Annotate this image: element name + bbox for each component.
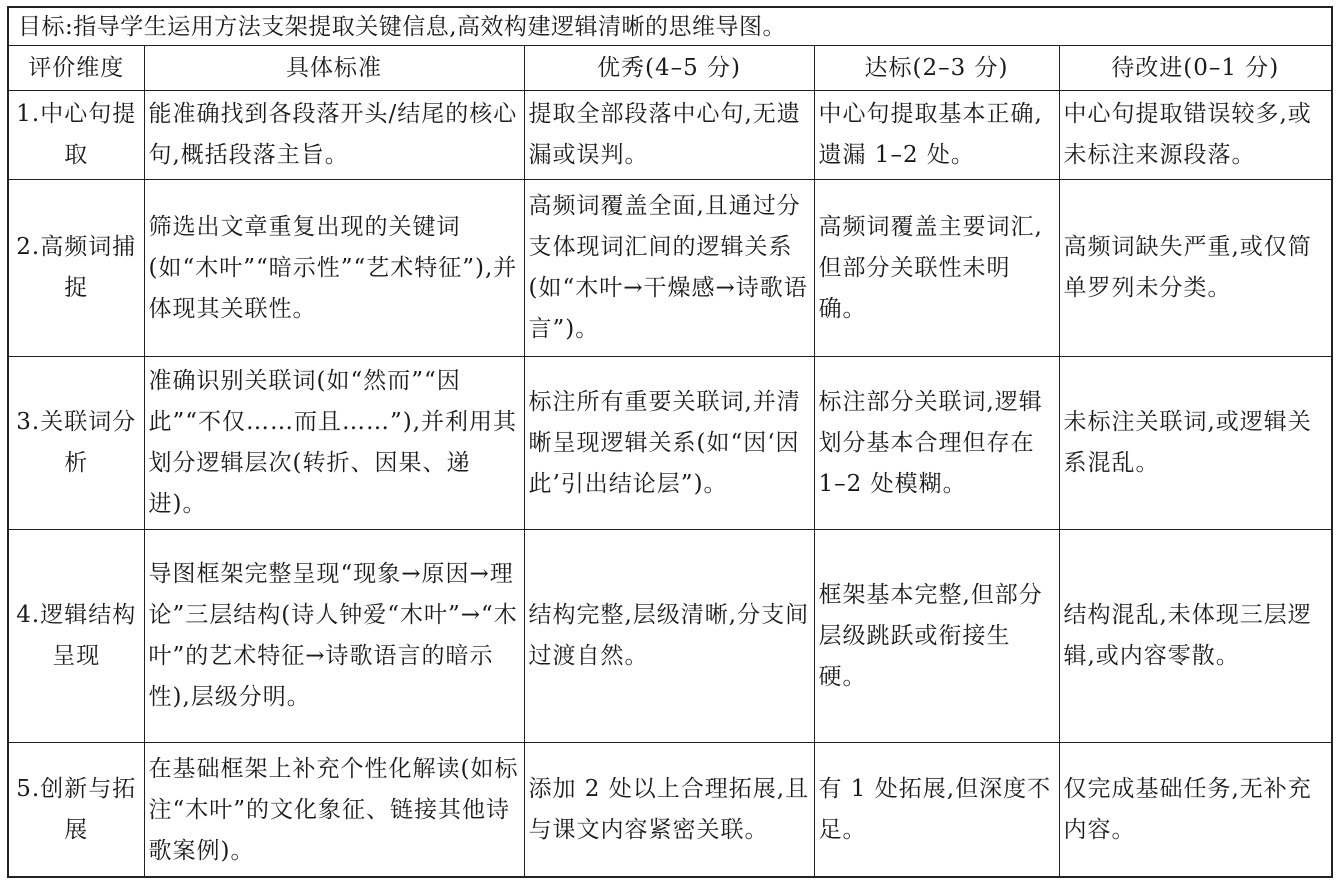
- improve-cell: 仅完成基础任务,无补充内容。: [1063, 776, 1312, 843]
- table-row: [9, 530, 1331, 743]
- excellent-cell: 高频词覆盖全面,且通过分支体现词汇间的逻辑关系(如“木叶→干燥感→诗歌语言”)。: [524, 180, 814, 357]
- improve-cell: 中心句提取错误较多,或未标注来源段落。: [1059, 91, 1331, 180]
- criteria-cell: 能准确找到各段落开头/结尾的核心句,概括段落主旨。: [144, 91, 524, 180]
- rubric-table: [9, 46, 1331, 877]
- table-row: [9, 743, 1331, 878]
- table-row: [9, 357, 1331, 530]
- header-row: [9, 46, 1331, 91]
- pass-cell: 高频词覆盖主要词汇,但部分关联性未明确。: [814, 180, 1059, 357]
- criteria-cell: 在基础框架上补充个性化解读(如标注“木叶”的文化象征、链接其他诗歌案例)。: [144, 743, 524, 878]
- header-criteria: 具体标准: [144, 46, 524, 91]
- criteria-cell: 导图框架完整呈现“现象→原因→理论”三层结构(诗人钟爱“木叶”→“木叶”的艺术特征→诗歌语言的暗示性),层级分明。: [144, 530, 524, 743]
- pass-cell: 有 1 处拓展,但深度不足。: [814, 743, 1059, 878]
- table-row: [9, 91, 1331, 180]
- dimension-cell: 1.中心句提取: [9, 91, 144, 180]
- improve-cell: 结构混乱,未体现三层逻辑,或内容零散。: [1059, 530, 1331, 743]
- criteria-cell: 准确识别关联词(如“然而”“因此”“不仅……而且……”),并利用其划分逻辑层次(转折、因果、递进)。: [144, 357, 524, 530]
- header-pass: 达标(2–3 分): [814, 46, 1059, 91]
- improve-cell: 高频词缺失严重,或仅简单罗列未分类。: [1059, 180, 1331, 357]
- excellent-cell: 添加 2 处以上合理拓展,且与课文内容紧密关联。: [524, 743, 814, 878]
- pass-cell: 中心句提取基本正确,遗漏 1–2 处。: [814, 91, 1059, 180]
- header-excellent: 优秀(4–5 分): [524, 46, 814, 91]
- goal-statement: 目标:指导学生运用方法支架提取关键信息,高效构建逻辑清晰的思维导图。: [9, 8, 1331, 46]
- dimension-cell: 3.关联词分析: [9, 357, 144, 530]
- pass-cell: 标注部分关联词,逻辑划分基本合理但存在 1–2 处模糊。: [814, 357, 1059, 530]
- excellent-cell: 标注所有重要关联词,并清晰呈现逻辑关系(如“因‘因此’引出结论层”)。: [524, 357, 814, 530]
- header-dimension: 评价维度: [9, 46, 144, 91]
- dimension-cell: 4.逻辑结构呈现: [9, 530, 144, 743]
- dimension-cell: 5.创新与拓展: [9, 743, 144, 878]
- dimension-cell: 2.高频词捕捉: [9, 180, 144, 357]
- table-row: [9, 180, 1331, 357]
- criteria-cell: 筛选出文章重复出现的关键词(如“木叶”“暗示性”“艺术特征”),并体现其关联性。: [144, 180, 524, 357]
- pass-cell: 框架基本完整,但部分层级跳跃或衔接生硬。: [814, 530, 1059, 743]
- rubric-sheet: [7, 6, 1333, 878]
- excellent-cell: 结构完整,层级清晰,分支间过渡自然。: [524, 530, 814, 743]
- improve-cell: 未标注关联词,或逻辑关系混乱。: [1059, 357, 1331, 530]
- header-improve: 待改进(0–1 分): [1059, 46, 1331, 91]
- excellent-cell: 提取全部段落中心句,无遗漏或误判。: [524, 91, 814, 180]
